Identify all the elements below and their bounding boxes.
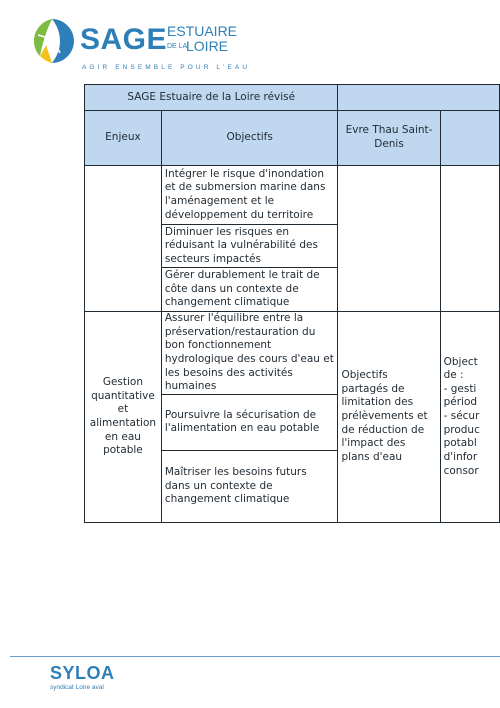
next-col-line: d'infor — [443, 451, 478, 464]
next-col-line: périod — [443, 396, 478, 409]
next-col-line: potabl — [443, 437, 477, 450]
sage-logo-tagline: AGIR ENSEMBLE POUR L'EAU — [82, 64, 251, 71]
sage-logo-de-la: DE LA — [167, 43, 188, 50]
footer-divider — [10, 656, 500, 657]
table-title: SAGE Estuaire de la Loire révisé — [85, 85, 338, 111]
next-col-line: - sécur — [443, 410, 480, 423]
objective-cell: Gérer durablement le trait de côte dans un contexte de changement climatique — [161, 268, 338, 312]
objective-cell: Maîtriser les besoins futurs dans un contexte de changement climatique — [161, 450, 338, 522]
next-col-line: consor — [443, 464, 479, 477]
sage-logo-word: SAGE — [80, 23, 168, 56]
col-header-objectifs: Objectifs — [161, 111, 338, 166]
col-header-evre: Evre Thau Saint-Denis — [338, 111, 440, 166]
enjeu-cell: Gestion quantitative et alimentation en eau potable — [85, 312, 162, 523]
col-header-enjeux: Enjeux — [85, 111, 162, 166]
objective-cell: Assurer l'équilibre entre la préservation/restauration du bon fonctionnement hydrologique des cours d'eau et les besoins des activités humaines — [161, 312, 338, 395]
table-title-continuation — [338, 85, 500, 111]
table-row — [85, 312, 500, 395]
syloa-logo-subtitle: syndicat Loire aval — [50, 684, 104, 691]
evre-cell-empty — [338, 166, 440, 312]
enjeu-cell-empty — [85, 166, 162, 312]
table-row — [85, 166, 500, 225]
next-col-cell — [440, 312, 499, 523]
sage-emblem-icon — [30, 15, 78, 67]
objective-cell: Poursuivre la sécurisation de l'alimentation en eau potable — [161, 394, 338, 450]
syloa-logo — [50, 664, 115, 691]
next-col-line: de : — [443, 369, 464, 382]
sage-logo-loire: LOIRE — [186, 38, 229, 54]
syloa-logo-word: SYLOA — [50, 663, 115, 683]
evre-cell: Objectifs partagés de limitation des prélèvements et de réduction de l'impact des plans d'eau — [338, 312, 440, 523]
sage-logo — [30, 15, 270, 75]
sage-comparison-table — [84, 84, 500, 523]
objective-cell: Intégrer le risque d'inondation et de submersion marine dans l'aménagement et le développement du territoire — [161, 166, 338, 225]
next-cell-empty — [440, 166, 499, 312]
table-header-row — [85, 111, 500, 166]
next-col-line: produc — [443, 423, 480, 436]
table-title-row — [85, 85, 500, 111]
objective-cell: Diminuer les risques en réduisant la vulnérabilité des secteurs impactés — [161, 225, 338, 268]
next-col-line: - gesti — [443, 382, 477, 395]
sage-logo-estuaire: ESTUAIRE — [167, 23, 238, 39]
col-header-next — [440, 111, 499, 166]
next-col-line: Object — [443, 355, 478, 368]
